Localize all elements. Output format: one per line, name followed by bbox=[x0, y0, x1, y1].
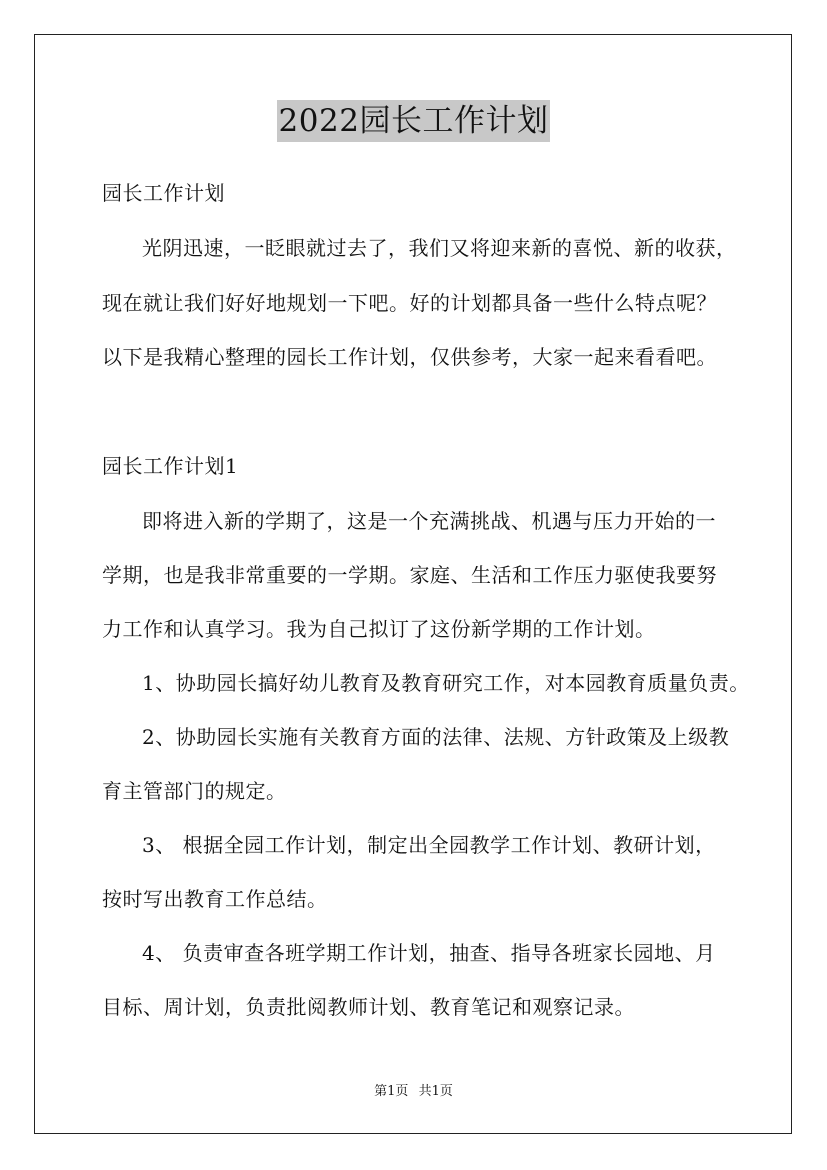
body-line: 学期，也是我非常重要的一学期。家庭、生活和工作压力驱使我要努 bbox=[102, 563, 717, 587]
body-line: 力工作和认真学习。我为自己拟订了这份新学期的工作计划。 bbox=[102, 617, 656, 641]
body-line: 3、 根据全园工作计划，制定出全园教学工作计划、教研计划， bbox=[142, 833, 716, 857]
body-line: 2、协助园长实施有关教育方面的法律、法规、方针政策及上级教 bbox=[142, 725, 730, 749]
body-line: 1、协助园长搞好幼儿教育及教育研究工作，对本园教育质量负责。 bbox=[142, 671, 750, 695]
section-heading: 园长工作计划1 bbox=[102, 454, 239, 478]
title-container bbox=[0, 100, 827, 142]
body-line: 即将进入新的学期了，这是一个充满挑战、机遇与压力开始的一 bbox=[142, 509, 716, 533]
document-subtitle: 园长工作计划 bbox=[102, 181, 225, 205]
page-footer bbox=[0, 1083, 827, 1101]
intro-line: 光阴迅速，一眨眼就过去了，我们又将迎来新的喜悦、新的收获， bbox=[142, 236, 737, 260]
body-line: 4、 负责审查各班学期工作计划，抽查、指导各班家长园地、月 bbox=[142, 941, 716, 965]
body-line: 按时写出教育工作总结。 bbox=[102, 887, 328, 911]
body-line: 育主管部门的规定。 bbox=[102, 779, 287, 803]
document-title: 2022园长工作计划 bbox=[277, 100, 551, 142]
page-number-total: 共1页 bbox=[418, 1084, 453, 1099]
page-number-current: 第1页 bbox=[374, 1084, 409, 1099]
body-line: 目标、周计划，负责批阅教师计划、教育笔记和观察记录。 bbox=[102, 995, 635, 1019]
intro-line: 以下是我精心整理的园长工作计划，仅供参考，大家一起来看看吧。 bbox=[102, 345, 717, 369]
intro-line: 现在就让我们好好地规划一下吧。好的计划都具备一些什么特点呢？ bbox=[102, 291, 717, 315]
